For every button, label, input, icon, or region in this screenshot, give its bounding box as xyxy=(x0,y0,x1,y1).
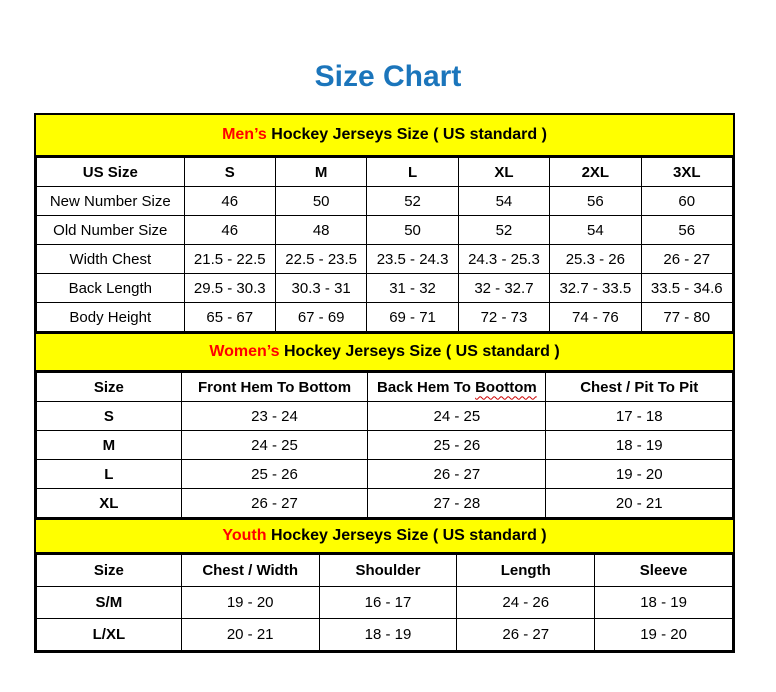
data-cell: 31 - 32 xyxy=(367,274,458,303)
column-header-cell: Size xyxy=(37,373,182,402)
data-cell: 52 xyxy=(458,216,549,245)
row-label-cell: Body Height xyxy=(37,303,185,332)
data-cell: 46 xyxy=(184,187,275,216)
data-cell: 26 - 27 xyxy=(368,460,546,489)
row-label-cell: M xyxy=(37,431,182,460)
row-label-cell: New Number Size xyxy=(37,187,185,216)
data-cell: 16 - 17 xyxy=(319,587,457,619)
data-cell: 30.3 - 31 xyxy=(275,274,366,303)
womens-size-table-section xyxy=(36,332,733,518)
row-label-cell: Back Length xyxy=(37,274,185,303)
size-chart-tables xyxy=(34,113,735,653)
banner-category-label: Youth xyxy=(222,527,267,544)
youth-size-table-section xyxy=(36,518,733,651)
row-label-cell: L/XL xyxy=(37,619,182,651)
table-row xyxy=(37,187,733,216)
column-header-cell: Front Hem To Bottom xyxy=(181,373,368,402)
data-cell: 17 - 18 xyxy=(546,402,733,431)
data-cell: 23 - 24 xyxy=(181,402,368,431)
data-cell: 19 - 20 xyxy=(595,619,733,651)
table-row xyxy=(37,274,733,303)
column-header-cell: 2XL xyxy=(550,158,641,187)
data-cell: 50 xyxy=(367,216,458,245)
data-cell: 72 - 73 xyxy=(458,303,549,332)
data-cell: 18 - 19 xyxy=(319,619,457,651)
banner-category-label: Men’s xyxy=(222,126,267,143)
data-cell: 25 - 26 xyxy=(368,431,546,460)
data-cell: 33.5 - 34.6 xyxy=(641,274,732,303)
data-cell: 54 xyxy=(458,187,549,216)
data-cell: 32 - 32.7 xyxy=(458,274,549,303)
data-cell: 50 xyxy=(275,187,366,216)
column-header-row xyxy=(37,555,733,587)
data-cell: 24 - 25 xyxy=(368,402,546,431)
data-cell: 19 - 20 xyxy=(546,460,733,489)
youth-size-grid xyxy=(36,554,733,651)
table-row xyxy=(37,402,733,431)
data-cell: 65 - 67 xyxy=(184,303,275,332)
data-cell: 26 - 27 xyxy=(641,245,732,274)
data-cell: 67 - 69 xyxy=(275,303,366,332)
column-header-cell: Length xyxy=(457,555,595,587)
data-cell: 21.5 - 22.5 xyxy=(184,245,275,274)
table-row xyxy=(37,587,733,619)
page-title: Size Chart xyxy=(314,60,462,93)
data-cell: 18 - 19 xyxy=(595,587,733,619)
data-cell: 52 xyxy=(367,187,458,216)
data-cell: 24 - 25 xyxy=(181,431,368,460)
table-row xyxy=(37,216,733,245)
misspelled-word: Boottom xyxy=(475,378,537,396)
column-header-cell: S xyxy=(184,158,275,187)
data-cell: 25.3 - 26 xyxy=(550,245,641,274)
banner-category-label: Women’s xyxy=(209,343,280,360)
row-label-cell: S/M xyxy=(37,587,182,619)
data-cell: 77 - 80 xyxy=(641,303,732,332)
data-cell: 56 xyxy=(641,216,732,245)
data-cell: 18 - 19 xyxy=(546,431,733,460)
column-header-cell: XL xyxy=(458,158,549,187)
column-header-cell: Chest / Width xyxy=(181,555,319,587)
banner-title-text: Hockey Jerseys Size ( US standard ) xyxy=(266,527,547,544)
row-label-cell: L xyxy=(37,460,182,489)
mens-size-table-section xyxy=(36,115,733,332)
column-header-cell: 3XL xyxy=(641,158,732,187)
banner-title-text: Hockey Jerseys Size ( US standard ) xyxy=(279,343,560,360)
column-header-cell: Size xyxy=(37,555,182,587)
data-cell: 54 xyxy=(550,216,641,245)
youth-table-banner xyxy=(36,518,733,554)
data-cell: 23.5 - 24.3 xyxy=(367,245,458,274)
data-cell: 26 - 27 xyxy=(181,489,368,518)
data-cell: 29.5 - 30.3 xyxy=(184,274,275,303)
size-chart-page xyxy=(0,60,776,653)
column-header-cell: US Size xyxy=(37,158,185,187)
data-cell: 32.7 - 33.5 xyxy=(550,274,641,303)
data-cell: 22.5 - 23.5 xyxy=(275,245,366,274)
table-row xyxy=(37,489,733,518)
data-cell: 24.3 - 25.3 xyxy=(458,245,549,274)
data-cell: 20 - 21 xyxy=(546,489,733,518)
banner-title-text: Hockey Jerseys Size ( US standard ) xyxy=(266,126,547,143)
table-row xyxy=(37,303,733,332)
row-label-cell: XL xyxy=(37,489,182,518)
column-header-cell: Chest / Pit To Pit xyxy=(546,373,733,402)
column-header-cell: Sleeve xyxy=(595,555,733,587)
column-header-cell: M xyxy=(275,158,366,187)
data-cell: 26 - 27 xyxy=(457,619,595,651)
data-cell: 20 - 21 xyxy=(181,619,319,651)
column-header-row xyxy=(37,158,733,187)
data-cell: 56 xyxy=(550,187,641,216)
data-cell: 74 - 76 xyxy=(550,303,641,332)
column-header-cell: L xyxy=(367,158,458,187)
womens-table-banner xyxy=(36,332,733,372)
data-cell: 69 - 71 xyxy=(367,303,458,332)
column-header-cell: Back Hem To Boottom xyxy=(368,373,546,402)
table-row xyxy=(37,460,733,489)
mens-size-grid xyxy=(36,157,733,332)
table-row xyxy=(37,619,733,651)
row-label-cell: S xyxy=(37,402,182,431)
table-row xyxy=(37,431,733,460)
column-header-cell: Shoulder xyxy=(319,555,457,587)
table-row xyxy=(37,245,733,274)
womens-size-grid xyxy=(36,372,733,518)
data-cell: 19 - 20 xyxy=(181,587,319,619)
data-cell: 27 - 28 xyxy=(368,489,546,518)
data-cell: 48 xyxy=(275,216,366,245)
data-cell: 46 xyxy=(184,216,275,245)
data-cell: 60 xyxy=(641,187,732,216)
column-header-row xyxy=(37,373,733,402)
data-cell: 24 - 26 xyxy=(457,587,595,619)
mens-table-banner xyxy=(36,115,733,157)
data-cell: 25 - 26 xyxy=(181,460,368,489)
row-label-cell: Old Number Size xyxy=(37,216,185,245)
row-label-cell: Width Chest xyxy=(37,245,185,274)
